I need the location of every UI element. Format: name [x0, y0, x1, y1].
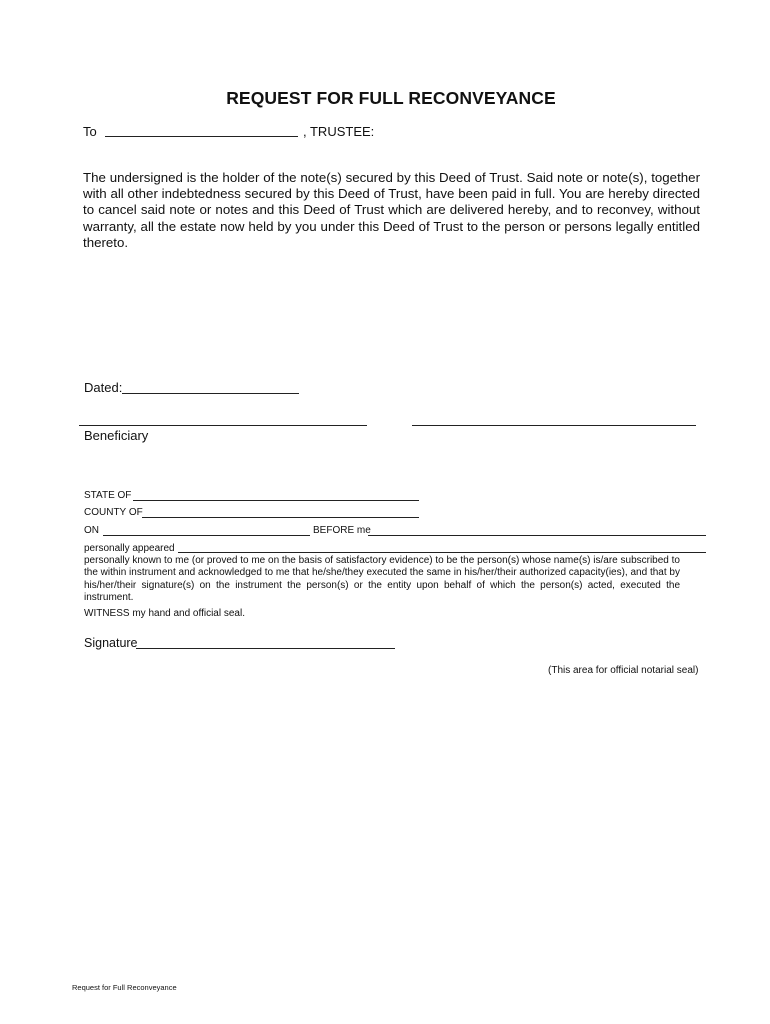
second-signature-line	[412, 425, 696, 426]
personally-appeared-line	[178, 552, 706, 553]
state-of-label: STATE OF	[84, 490, 132, 501]
notary-signature-line	[136, 648, 395, 649]
county-of-label: COUNTY OF	[84, 507, 143, 518]
beneficiary-signature-line	[79, 425, 367, 426]
before-me-line	[368, 535, 706, 536]
county-of-line	[142, 517, 419, 518]
trustee-label: , TRUSTEE:	[303, 124, 375, 139]
signature-label: Signature	[84, 636, 138, 650]
personally-appeared-label: personally appeared	[84, 543, 175, 554]
witness-text: WITNESS my hand and official seal.	[84, 608, 245, 619]
beneficiary-label: Beneficiary	[84, 428, 149, 443]
on-label: ON	[84, 525, 99, 536]
dated-label: Dated:	[84, 380, 123, 395]
body-paragraph: The undersigned is the holder of the note(s) secured by this Deed of Trust. Said note or note(s), together with all other indebtedness secured by this Deed of Trust, have been paid in full. You are hereby directed to cancel said note or notes and this Deed of Trust which are delivered hereby, and to reconvey, without warranty, all the estate now held by you under this Deed of Trust to the person or persons legally entitled thereto.	[83, 170, 700, 250]
before-me-label: BEFORE me	[313, 525, 371, 536]
state-of-line	[133, 500, 419, 501]
to-label: To	[83, 124, 97, 139]
seal-area-note: (This area for official notarial seal)	[548, 665, 699, 676]
on-date-line	[103, 535, 310, 536]
document-title: REQUEST FOR FULL RECONVEYANCE	[226, 88, 556, 108]
dated-line	[122, 393, 299, 394]
acknowledgment-text: personally known to me (or proved to me on the basis of satisfactory evidence) to be the person(s) whose name(s) is/are subscribed to the within instrument and acknowledged to me that he/she/they executed the same in his/her/their authorized capacity(ies), and that by his/her/their signature(s) on the instrument the person(s) or the entity upon behalf of which the person(s) acted, executed the instrument.	[84, 555, 680, 603]
trustee-name-line	[105, 136, 298, 137]
footer-text: Request for Full Reconveyance	[72, 983, 177, 992]
